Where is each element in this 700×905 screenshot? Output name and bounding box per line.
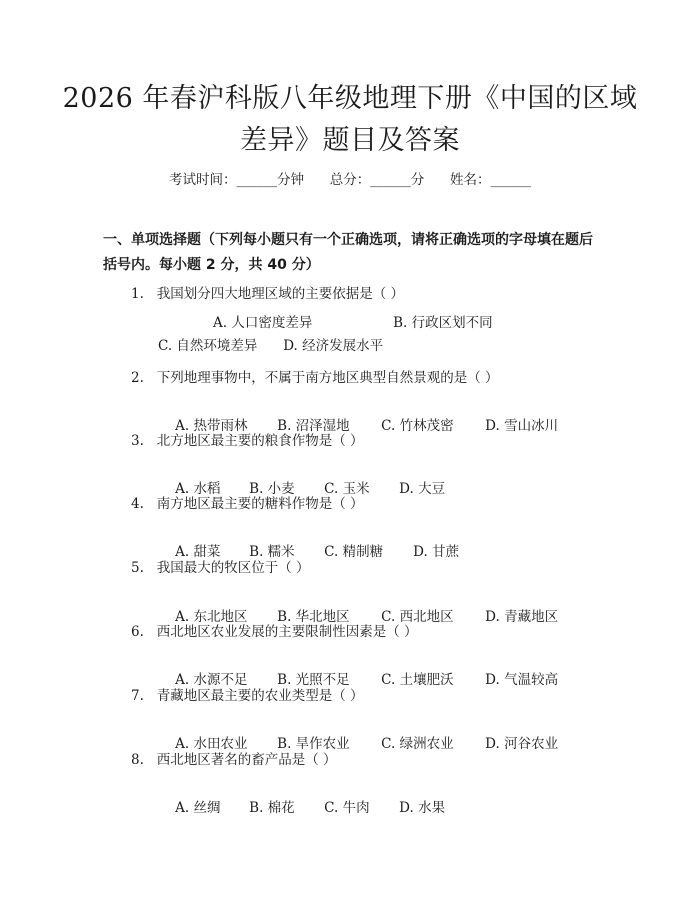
option: D. 大豆 (399, 481, 446, 497)
option: C. 绿洲农业 (381, 736, 454, 752)
question-stem: 8. 西北地区著名的畜产品是（ ） (131, 752, 337, 768)
document-title: 2026 年春沪科版八年级地理下册《中国的区域差异》题目及答案 (62, 83, 638, 156)
option: B. 糯米 (249, 544, 295, 560)
question-options (103, 312, 603, 358)
option: C. 玉米 (324, 481, 370, 497)
option: B. 沼泽湿地 (277, 418, 350, 434)
section-heading: 一、单项选择题（下列每小题只有一个正确选项，请将正确选项的字母填在题后括号内。每小题 2 分，共 40 分） (103, 232, 593, 273)
question-stem: 3. 北方地区最主要的粮食作物是（ ） (131, 433, 364, 449)
option: B. 行政区划不同 (393, 315, 493, 331)
option: C. 西北地区 (381, 609, 454, 625)
option: A. 水稻 (175, 481, 221, 497)
option: D. 河谷农业 (485, 736, 559, 752)
option: C. 牛肉 (324, 800, 370, 816)
option: B. 棉花 (249, 800, 295, 816)
question-stem: 6. 西北地区农业发展的主要限制性因素是（ ） (131, 624, 418, 640)
option: B. 光照不足 (277, 672, 350, 688)
option: C. 自然环境差异 (158, 338, 258, 354)
question-stem: 5. 我国最大的牧区位于（ ） (131, 560, 310, 576)
option: D. 青藏地区 (485, 609, 559, 625)
option: A. 人口密度差异 (213, 315, 313, 331)
question-options (158, 780, 445, 832)
option: C. 竹林茂密 (381, 418, 454, 434)
option: B. 华北地区 (277, 609, 350, 625)
option: B. 旱作农业 (277, 736, 350, 752)
question-stem: 2. 下列地理事物中，不属于南方地区典型自然景观的是（ ） (131, 370, 499, 386)
option: D. 气温较高 (485, 672, 559, 688)
question-stem: 1. 我国划分四大地理区域的主要依据是（ ） (131, 286, 405, 302)
option: A. 甜菜 (175, 544, 221, 560)
question-stem: 4. 南方地区最主要的糖料作物是（ ） (131, 496, 364, 512)
option: D. 经济发展水平 (283, 338, 384, 354)
option: D. 雪山冰川 (485, 418, 559, 434)
question-stem: 7. 青藏地区最主要的农业类型是（ ） (131, 688, 364, 704)
option: C. 土壤肥沃 (381, 672, 454, 688)
option: C. 精制糖 (324, 544, 384, 560)
option: A. 丝绸 (175, 800, 221, 816)
option: A. 热带雨林 (175, 418, 248, 434)
exam-info-line: 考试时间：______分钟 总分：______分 姓名：______ (169, 172, 531, 188)
option: D. 甘蔗 (413, 544, 460, 560)
option: D. 水果 (399, 800, 446, 816)
option: A. 水田农业 (175, 736, 248, 752)
option: A. 水源不足 (175, 672, 248, 688)
option: A. 东北地区 (175, 609, 248, 625)
option: B. 小麦 (249, 481, 295, 497)
